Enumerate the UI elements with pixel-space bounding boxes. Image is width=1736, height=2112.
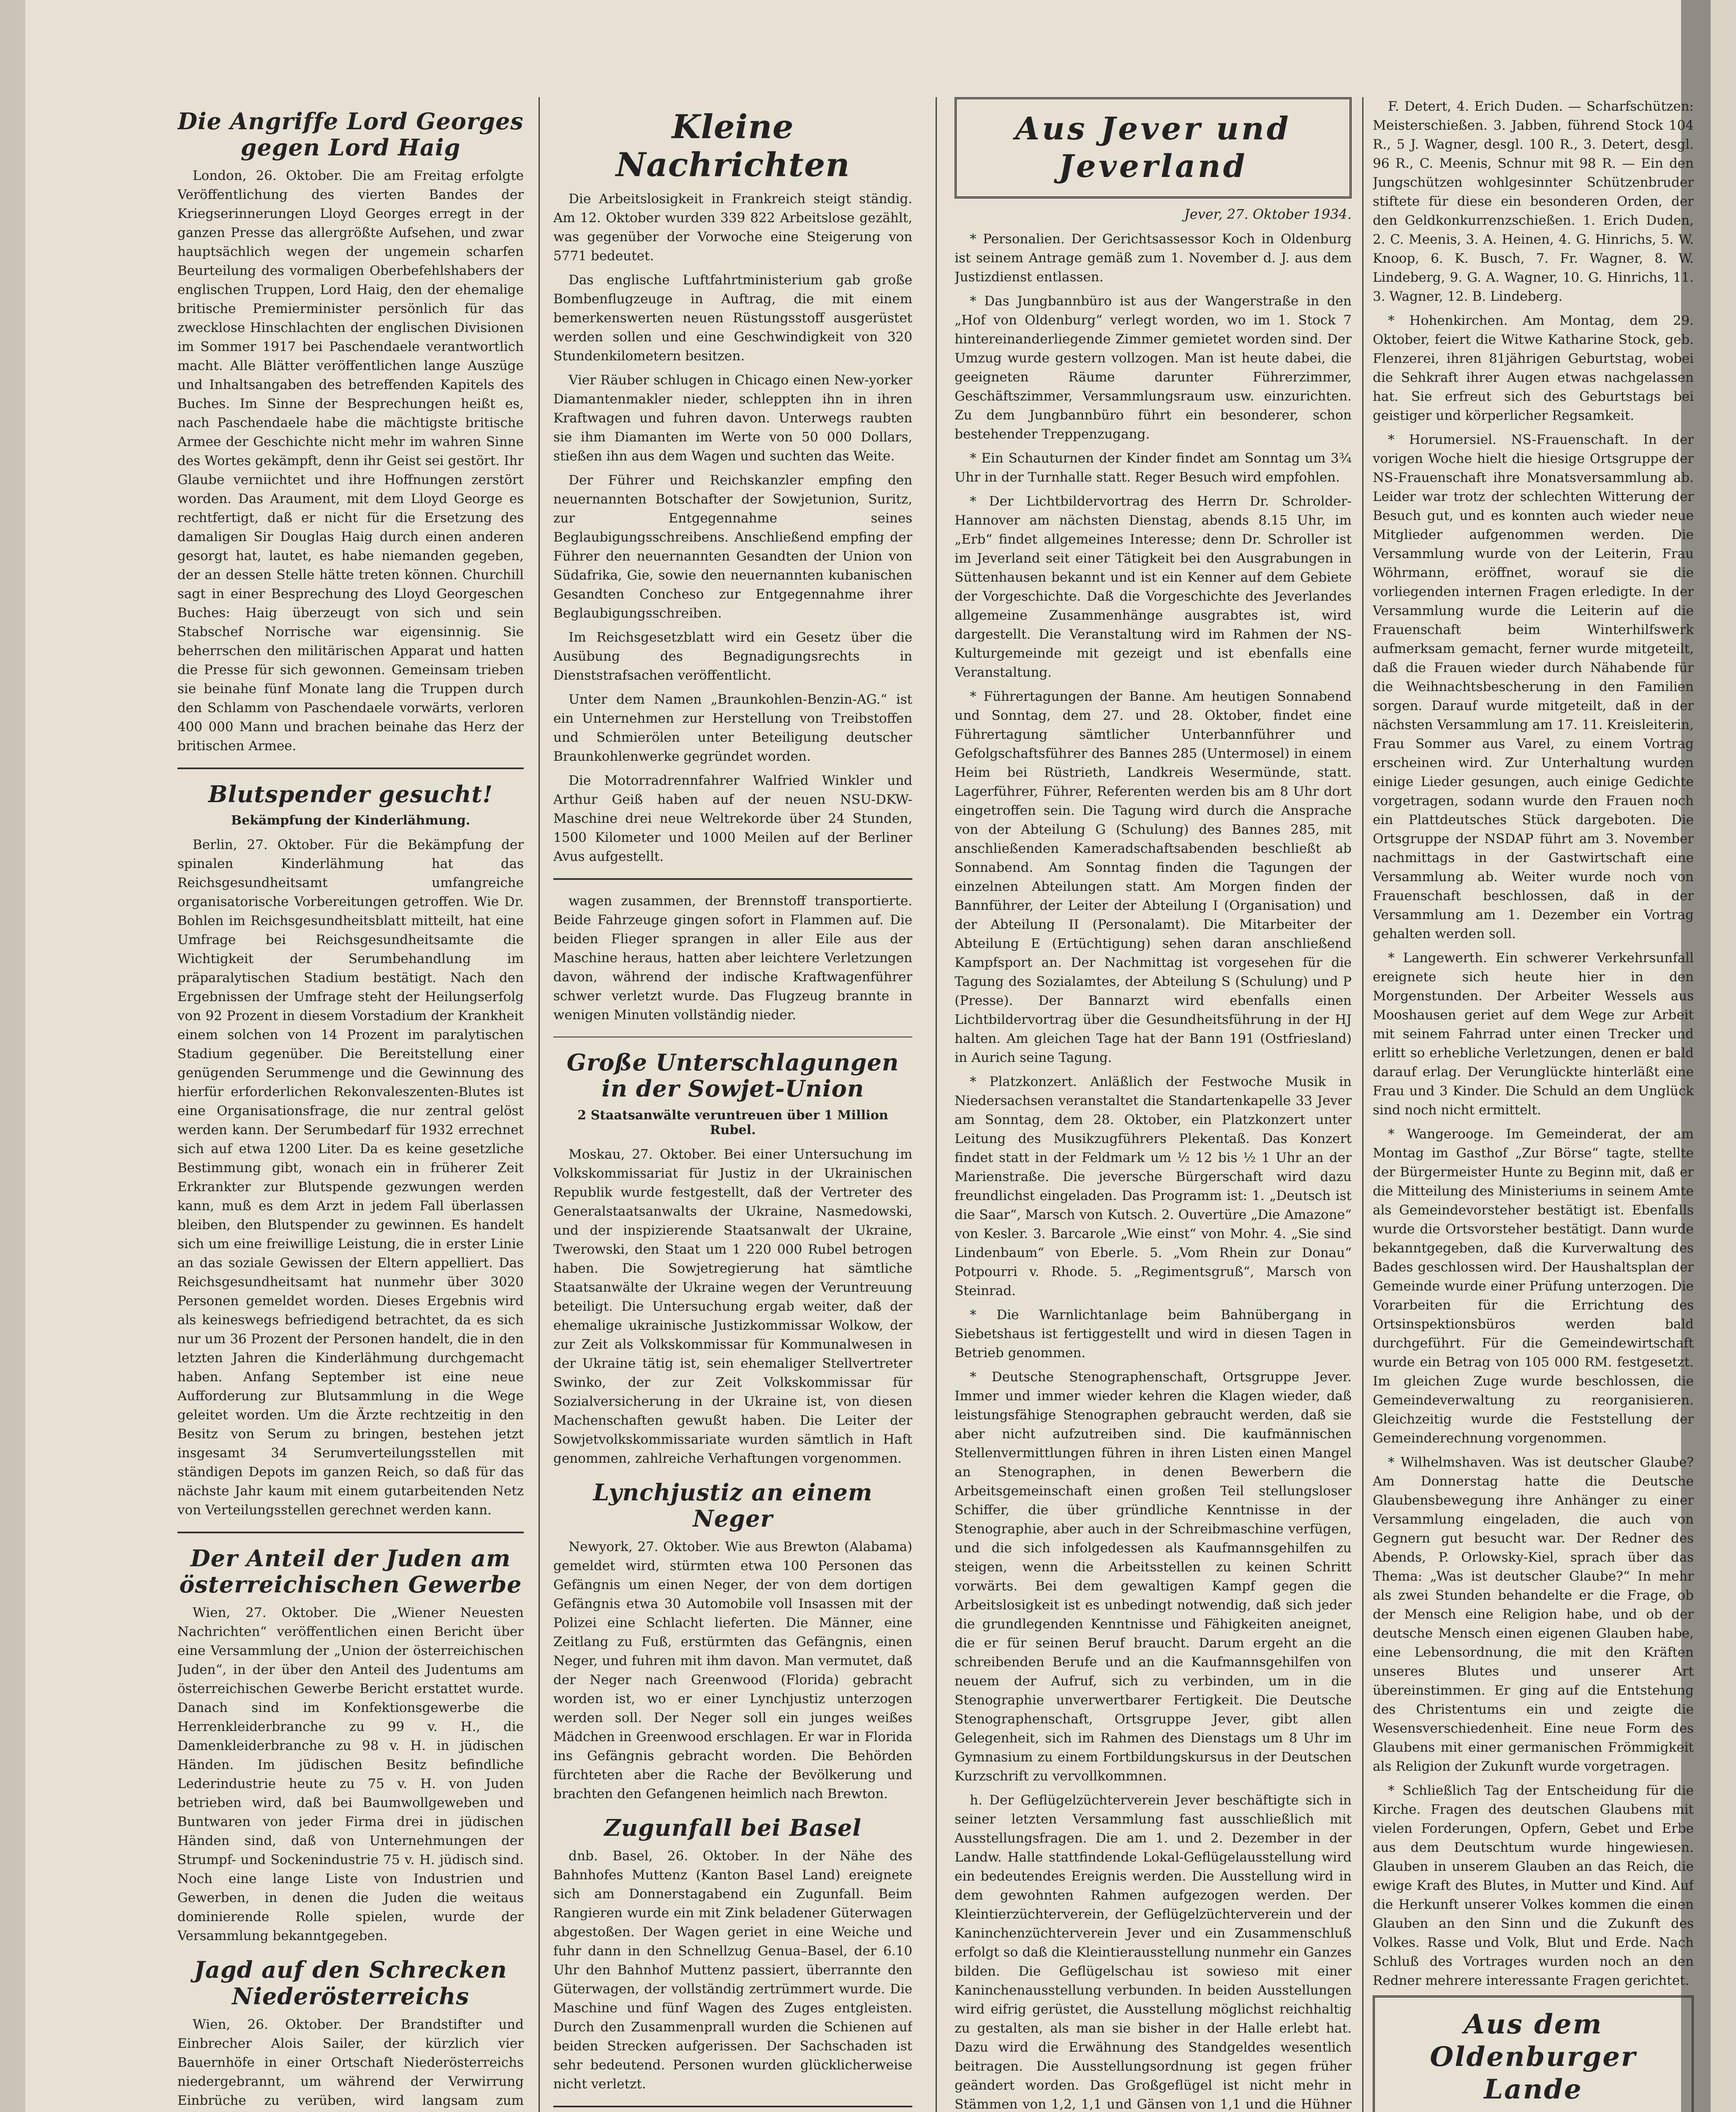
news-item: Die Arbeitslosigkeit in Frankreich steigt ständig. Am 12. Oktober wurden 339 822 Arbeitslose gezählt, was gegenüber der Vorwoche eine Steigerung von 5771 bedeutet. bbox=[553, 191, 912, 264]
article-paragraph: Moskau, 27. Oktober. Bei einer Untersuchung im Volkskommissariat für Justiz in der Ukrainischen Republik wurde festgestellt, daß der Vertreter des Generalstaatsanwalts der Ukraine, Nasmedowski, und der inspizierende Staatsanwalt der Ukraine, Twerowski, den Staat um 1 220 000 Rubel betrogen haben. Die Sowjetregierung hat sämtliche Staatsanwälte der Ukraine wegen der Veruntreuung beteiligt. Die Untersuchung ergab weiter, daß der ehemalige ukrainische Justizkommissar Wolkow, der zur Zeit als Volkskommissar für Kommunalwesen in der Ukraine tätig ist, sein ehemaliger Stellvertreter Swinko, der zur Zeit Volkskommissar für Sozialversicherung in der Ukraine ist, von diesen Machenschaften gewußt haben. Die Leiter der Sowjetvolkskommissariate wurden sämtlich in Haft genommen, zahlreiche Verhaftungen vorgenommen. bbox=[553, 1146, 912, 1466]
article bbox=[177, 1545, 524, 1946]
column-3 bbox=[955, 97, 1352, 2112]
news-item: Die Motorradrennfahrer Walfried Winkler und Arthur Geiß haben auf der neuen NSU-DKW-Maschine drei neue Weltrekorde über 24 Stunden, 1500 Kilometer und 1000 Meilen auf der Berliner Avus aufgestellt. bbox=[553, 773, 912, 865]
article-headline: Lynchjustiz an einem Neger bbox=[593, 1478, 873, 1532]
article-subhead: Bekämpfung der Kinderlähmung. bbox=[231, 813, 471, 828]
column-2 bbox=[553, 97, 912, 2112]
dateline: Jever, 27. Oktober 1934. bbox=[1184, 206, 1352, 222]
local-news-item: * Der Lichtbildervortrag des Herrn Dr. Schrolder-Hannover am nächsten Dienstag, abends 8.15 Uhr, im „Erb“ findet allgemeines Interesse; denn Dr. Schroller ist im Jeverland seit einer Tätigkeit bei den Ausgrabungen in Süttenhausen bekannt und ist ein Kenner auf dem Gebiete der Vorgeschichte. Daß die Vorgeschichte des Jeverlandes allgemeine Zusammenhänge ausgrabtes ist, wird dargestellt. Die Veranstaltung wird im Rahmen der NS-Kulturgemeinde mit gezeigt und ist ebenfalls eine Veranstaltung. bbox=[955, 493, 1352, 680]
separator bbox=[553, 878, 912, 880]
news-item: Im Reichsgesetzblatt wird ein Gesetz über die Ausübung des Begnadigungsrechts in Dienststrafsachen veröffentlicht. bbox=[553, 630, 912, 683]
local-news-item: * Ein Schauturnen der Kinder findet am Sonntag um 3¾ Uhr in der Turnhalle statt. Reger Besuch wird empfohlen. bbox=[955, 450, 1352, 485]
article-paragraph: dnb. Basel, 26. Oktober. In der Nähe des Bahnhofes Muttenz (Kanton Basel Land) ereignete sich am Donnerstagabend ein Zugunfall. Beim Rangieren wurde ein mit Zink beladener Güterwagen abgestoßen. Der Wagen geriet in eine Weiche und fuhr dann in den Schnellzug Genua–Basel, der 6.10 Uhr den Bahnhof Muttenz passiert, überrannte den Güterwagen, der vollständig zertrümmert wurde. Die Maschine und fünf Wagen des Zuges entgleisten. Durch den Zusammenprall wurden die Schienen auf beiden Strecken aufgerissen. Der Sachschaden ist sehr bedeutend. Personen wurden glücklicherweise nicht verletzt. bbox=[553, 1848, 912, 2092]
article-headline: Große Unterschlagungen in der Sowjet-Union bbox=[566, 1049, 899, 1102]
local-news-item: F. Detert, 4. Erich Duden. — Scharfschützen: Meisterschießen. 3. Jabben, führend Stock 104 R., 5 J. Wagner, desgl. 100 R., 3. Detert, desgl. 96 R., C. Meenis, Schnur mit 98 R. — Ein den Jungschützen wohlgesinnter Schützenbruder stiftete für diese ein besonderen Orden, der den Geldkonkurrenzschießen. 1. Erich Duden, 2. C. Meenis, 3. A. Heinen, 4. G. Hinrichs, 5. W. Knoop, 6. K. Busch, 7. Fr. Wagner, 8. W. Lindeberg, 9. G. A. Wagner, 10. G. Hinrichs, 11. 3. Wagner, 12. B. Lindeberg. bbox=[1373, 99, 1694, 304]
column-divider bbox=[1362, 97, 1363, 2112]
column-divider bbox=[936, 97, 937, 2112]
section-title-box: Aus Jever und Jeverland bbox=[955, 97, 1352, 199]
article-paragraph: Berlin, 27. Oktober. Für die Bekämpfung der spinalen Kinderlähmung hat das Reichsgesundheitsamt umfangreiche organisatorische Vorbereitungen getroffen. Wie Dr. Bohlen im Reichsgesundheitsblatt mitteilt, hat eine Umfrage bei Reichsgesundheitsamte die Wichtigkeit der Serumbehandlung im präparalytischen Stadium bestätigt. Nach den Ergebnissen der Umfrage steht der Heilungserfolg von 92 Prozent in diesem Vorstadium der Krankheit einem solchen von 14 Prozent im paralytischen Stadium gegenüber. Die Bereitstellung einer genügenden Serummenge und die Gewinnung des hierfür erforderlichen Rekonvaleszenten-Blutes ist eine Organisationsfrage, die nur zentral gelöst werden kann. Der Serumbedarf für 1932 errechnet sich auf etwa 1200 Liter. Da es keine gesetzliche Bestimmung gibt, wonach ein in früherer Zeit Erkrankter zur Blutspende gezwungen werden kann, muß es dem Arzt in jedem Fall überlassen bleiben, den Blutspender zu gewinnen. Es handelt sich um eine freiwillige Leistung, die in erster Linie an das soziale Gewissen der Eltern appelliert. Das Reichsgesundheitsamt hat nunmehr über 3020 Personen gemeldet worden. Dieses Ergebnis wird als keineswegs befriedigend betrachtet, da es sich nur um 36 Prozent der Personen handelt, die in den letzten Jahren die Kinderlähmung durchgemacht haben. Anfang September ist eine neue Aufforderung zur Blutsammlung in die Wege geleitet worden. Um die Ärzte rechtzeitig in den Besitz von Serum zu bringen, bestehen jetzt insgesamt 34 Serumverteilungsstellen mit ständigen Depots im ganzen Reich, so daß für das nächste Jahr kaum mit einem gutarbeitenden Netz von Verteilungsstellen gerechnet werden kann. bbox=[177, 837, 524, 1518]
continuation-paragraph: wagen zusammen, der Brennstoff transportierte. Beide Fahrzeuge gingen sofort in Flammen auf. Die beiden Flieger sprangen in aller Eile aus der Maschine heraus, hatten aber leichtere Verletzungen davon, während der indische Kraftwagenführer schwer verletzt wurde. Das Flugzeug brannte in wenigen Minuten vollständig nieder. bbox=[553, 893, 912, 1023]
local-news-item: * Langewerth. Ein schwerer Verkehrsunfall ereignete sich heute hier in den Morgenstunden. Der Arbeiter Wessels aus Mooshausen geriet auf dem Wege zur Arbeit mit seinem Fahrrad unter einen Trecker und erlitt so erhebliche Verletzungen, denen er bald darauf erlag. Der Verunglückte hinterläßt eine Frau und 3 Kinder. Die Schuld an dem Unglück sind noch nicht ermittelt. bbox=[1373, 950, 1694, 1118]
local-news-item: * Wangerooge. Im Gemeinderat, der am Montag im Gasthof „Zur Börse“ tagte, stellte der Bürgermeister Hunte zu Beginn mit, daß er die Mitteilung des Ministeriums in seinem Amte als Gemeindevorsteher bestätigt ist. Ebenfalls wurde die Ortsvorsteher bestätigt. Dann wurde bekanntgegeben, daß die Kurverwaltung des Bades geschlossen wird. Der Haushaltsplan der Gemeinde wurde einer Prüfung unterzogen. Die Vorarbeiten für die Errichtung des Ortsinspektionsbüros werden bald durchgeführt. Für die Gemeindewirtschaft wurde ein Betrag von 105 000 RM. festgesetzt. Im gleichen Zuge wurde beschlossen, die Gemeindeverwaltung zu reorganisieren. Gleichzeitig wurde die Feststellung der Gemeinderechnung vorgenommen. bbox=[1373, 1127, 1694, 1446]
separator bbox=[177, 1532, 524, 1533]
scan-margin bbox=[0, 0, 25, 2112]
section-title-box: Aus dem Oldenburger Lande bbox=[1373, 1995, 1694, 2112]
article bbox=[177, 1957, 524, 2112]
column-4 bbox=[1373, 97, 1694, 2112]
section-title: Kleine Nachrichten bbox=[615, 108, 850, 184]
article-headline: Zugunfall bei Basel bbox=[604, 1814, 862, 1841]
local-news-item: * Das Jungbannbüro ist aus der Wangerstraße in den „Hof von Oldenburg“ verlegt worden, wo im 1. Stock 7 hintereinanderliegende Zimmer gemietet worden sind. Der Umzug wurde gestern vollzogen. Man ist heute dabei, die geeigneten Räume darunter Führerzimmer, Geschäftszimmer, Versammlungsraum usw. einzurichten. Zu dem Jungbannbüro führt ein besonderer, schon bestehender Treppenzugang. bbox=[955, 293, 1352, 442]
local-news-item: * Personalien. Der Gerichtsassessor Koch in Oldenburg ist seinem Antrage gemäß zum 1. November d. J. aus dem Justizdienst entlassen. bbox=[955, 231, 1352, 285]
separator bbox=[177, 768, 524, 769]
local-news-item: * Die Warnlichtanlage beim Bahnübergang in Siebetshaus ist fertiggestellt und wird in diesen Tagen in Betrieb genommen. bbox=[955, 1307, 1352, 1361]
separator bbox=[553, 2106, 912, 2107]
article-headline: Der Anteil der Juden am österreichischen Gewerbe bbox=[179, 1545, 522, 1598]
article-headline: Die Angriffe Lord Georges gegen Lord Haig bbox=[177, 108, 524, 161]
article-paragraph: Wien, 26. Oktober. Der Brandstifter und Einbrecher Alois Sailer, der kürzlich vier Bauernhöfe in einer Ortschaft Niederösterreichs niedergebrannt, um während der Verwirrung Einbrüche zu verüben, wird langsam zum bbox=[177, 2017, 524, 2108]
article-subhead: 2 Staatsanwälte veruntreuen über 1 Million Rubel. bbox=[577, 1108, 888, 1138]
article-headline: Jagd auf den Schrecken Niederösterreichs bbox=[194, 1956, 507, 2010]
article bbox=[177, 781, 524, 1520]
article-paragraph: Newyork, 27. Oktober. Wie aus Brewton (Alabama) gemeldet wird, stürmten etwa 100 Personen das Gefängnis um einen Neger, der von dem dortigen Gefängnis etwa 30 Automobile voll Insassen mit der Polizei eine Schlacht lieferten. Die Männer, eine Zeitlang zu Fuß, erstürmten das Gefängnis, einen Neger, und fuhren mit ihm davon. Man vermutet, daß der Neger nach Greenwood (Florida) gebracht worden ist, wo er einer Lynchjustiz unterzogen werden soll. Der Neger soll ein junges weißes Mädchen in Greenwood erschlagen. Er war in Florida ins Gefängnis gebracht worden. Die Behörden fürchteten aber die Rache der Bevölkerung und brachten den Gefangenen heimlich nach Brewton. bbox=[553, 1539, 912, 1802]
article-paragraph: Wien, 27. Oktober. Die „Wiener Neuesten Nachrichten“ veröffentlichen einen Bericht über eine Versammlung der „Union der österreichischen Juden“, in der über den Anteil des Judentums am österreichischen Gewerbe Bericht erstattet wurde. Danach sind im Konfektionsgewerbe die Herrenkleiderbranche zu 99 v. H., die Damenkleiderbranche zu 98 v. H. in jüdischen Händen. Im jüdischen Besitz befindliche Lederindustrie heute zu 75 v. H. von Juden betrieben wird, daß bei Baumwollgeweben und Buntwaren von jeder Firma drei in jüdischen Händen sind, daß von Unternehmungen der Strumpf- und Sockenindustrie 75 v. H. jüdisch sind. Noch eine lange Liste von Industrien und Gewerben, in denen die Juden die weitaus dominierende Rolle spielen, wurde der Versammlung bekanntgegeben. bbox=[177, 1605, 524, 1944]
local-news-item: h. Der Geflügelzüchterverein Jever beschäftigte sich in seiner letzten Versammlung fast ausschließlich mit Ausstellungsfragen. Die am 1. und 2. Dezember in der Landw. Halle stattfindende Lokal-Geflügelausstellung wird ein bedeutendes Ereignis werden. Die Ausstellung wird in dem gewohnten Rahmen aufgezogen werden. Der Kleintierzüchterverein, der Geflügelzüchterverein und der Kaninchenzüchterverein Jever und ein Zusammenschluß erfolgt so daß die Kleintierausstellung nunmehr ein Ganzes bilden. Die Geflügelschau ist sowieso mit einer Kaninchenausstellung verbunden. In beiden Ausstellungen wird eifrig gerüstet, die Ausstellung möglichst reichhaltig zu gestalten, als man sie bisher in der Halle erlebt hat. Dazu wird die Erwähnung des Standgeldes wesentlich beitragen. Die Ausstellungsordnung ist gegen früher geändert worden. Das Großgeflügel ist nicht mehr in Stämmen von 1,2, 1,1 und Gänsen von 1,1 und die Hühner bbox=[955, 1792, 1352, 2112]
news-item: Der Führer und Reichskanzler empfing den neuernannten Botschafter der Sowjetunion, Suritz, zur Entgegennahme seines Beglaubigungsschreibens. Anschließend empfing der Führer den neuernannten Gesandten der Union von Südafrika, Gie, sowie den neuernannten kubanischen Gesandten Concheso zur Entgegennahme ihrer Beglaubigungsschreiben. bbox=[553, 473, 912, 621]
article-paragraph: London, 26. Oktober. Die am Freitag erfolgte Veröffentlichung des vierten Bandes der Kriegserinnerungen Lloyd Georges erregt in der ganzen Presse das allergrößte Aufsehen, und zwar hauptsächlich wegen der ungemein scharfen Beurteilung des vormaligen Oberbefehlshabers der englischen Truppen, Lord Haig, den der ehemalige britische Premierminister persönlich für das zwecklose Hinschlachten der englischen Divisionen im Sommer 1917 bei Paschendaele verantwortlich macht. Alle Blätter veröffentlichen lange Auszüge und Inhaltsangaben des betreffenden Kapitels des Buches. Im Sinne der Besprechungen heißt es, nach Paschendaele habe die mächtigste britische Armee der Geschichte nicht mehr im wahren Sinne des Wortes gekämpft, denn ihr Geist sei gestört. Ihr Glaube verniichtet und ihre Hoffnungen zerstört worden. Das Araument, mit dem Lloyd George es rechtfertigt, daß er nicht für die Ersetzung des damaligen Sir Douglas Haig durch einen anderen gesorgt hat, lautet, es habe niemanden gegeben, der an dessen Stelle hätte treten können. Churchill sagt in einer Besprechung des Lloyd Georgeschen Buches: Haig überzeugt von sich und sein Stabschef Norrische war eigensinnig. Sie beherrschen den militärischen Apparat und hatten die Presse für sich gewonnen. Gemeinsam trieben sie beinahe fünf Monate lang die Truppen durch den Schlamm von Paschendaele vorwärts, verloren 400 000 Mann und brachen beinahe das Herz der britischen Armee. bbox=[177, 168, 524, 754]
news-item: Unter dem Namen „Braunkohlen-Benzin-AG.“ ist ein Unternehmen zur Herstellung von Treibstoffen und Schmierölen unter Beteiligung deutscher Braunkohlenwerke gegründet worden. bbox=[553, 692, 912, 765]
article-headline: Blutspender gesucht! bbox=[208, 781, 493, 808]
local-news-item: * Schließlich Tag der Entscheidung für die Kirche. Fragen des deutschen Glaubens mit vielen Forderungen, Opfern, Gebet und Erbe aus dem Deutschtum wurde hingewiesen. Glauben in unserem Glauben an das Reich, die ewige Kraft des Blutes, in Mutter und Kind. Auf die Herkunft unserer Volkes kommen die einen Glauben an den Sinn und die Zukunft des Volkes. Rasse und Volk, Blut und Erde. Nach Schluß des Vortrages wurden noch an den Redner mehrere interessante Fragen gerichtet. bbox=[1373, 1783, 1694, 1988]
local-news-item: * Deutsche Stenographenschaft, Ortsgruppe Jever. Immer und immer wieder kehren die Klagen wieder, daß leistungsfähige Stenographen gebraucht werden, daß sie aber nicht aufzutreiben sind. Die kaufmännischen Stellenvermittlungen führen in ihren Listen einen Mangel an Stenographen, in denen Bewerbern die Arbeitsgemeinschaft einen großen Teil stellungsloser Schiffer, die über gründliche Kenntnisse in der Stenographie, aber auch in der Schreibmaschine verfügen, und die sich infolgedessen als Kaufmannsgehilfen zu steigen, wenn die Arbeitsstellen zu keinen Schritt vorwärts. Bei dem gewaltigen Kampf gegen die Arbeitslosigkeit ist es unbedingt notwendig, daß sich jeder die grundlegenden Kenntnisse und Fähigkeiten aneignet, die er für seinen Beruf braucht. Darum ergeht an die schreibenden Berufe und an die Kaufmannsgehilfen von neuem der Aufruf, sich zu verbinden, um in die Stenographie unverwertbarer Fertigkeit. Die Deutsche Stenographenschaft, Ortsgruppe Jever, gibt allen Gelegenheit, sich im Rahmen des Dienstags um 8 Uhr im Gymnasium zu einem Fortbildungskursus in der Deutschen Kurzschrift zu vervollkommnen. bbox=[955, 1369, 1352, 1784]
local-news-item: * Horumersiel. NS-Frauenschaft. In der vorigen Woche hielt die hiesige Ortsgruppe der NS-Frauenschaft ihre Monatsversammlung ab. Leider war trotz der schlechten Witterung der Besuch gut, und es konnten auch wieder neue Mitglieder aufgenommen werden. Die Versammlung wurde von der Leiterin, Frau Wöhrmann, eröffnet, worauf sie die vorliegenden internen Fragen erledigte. In der Versammlung wurde die Leiterin auf die Frauenschaft beim Winterhilfswerk aufmerksam gemacht, ferner wurde mitgeteilt, daß die Frauen wieder durch Nähabende für die Weihnachtsbescherung in den Familien sorgen. Darauf wurde mitgeteilt, daß in der nächsten Versammlung am 17. 11. Kreisleiterin, Frau Sommer aus Varel, zu einem Vortrag erscheinen wird. Zur Unterhaltung wurden einige Lieder gesungen, auch einige Gedichte vorgetragen, sodann wurde den Frauen noch ein Plattdeutsches Stück dargeboten. Die Ortsgruppe der NSDAP führt am 3. November nachmittags in der Gastwirtschaft eine Versammlung ab. Weiter wurde noch von Frauenschaft beschlossen, daß in der Versammlung am 1. Dezember ein Vortrag gehalten werden soll. bbox=[1373, 432, 1694, 942]
local-news-item: * Platzkonzert. Anläßlich der Festwoche Musik in Niedersachsen veranstaltet die Standartenkapelle 33 Jever am Sonntag, dem 28. Oktober, ein Platzkonzert unter Leitung des Musikzugführers Plekentaß. Das Konzert findet statt in der Feldmark um ½ 12 bis ½ 1 Uhr an der Marienstraße. Die jeversche Bürgerschaft wird dazu freundlichst eingeladen. Das Programm ist: 1. „Deutsch ist die Saar“, Marsch von Kutsch. 2. Ouvertüre „Die Amazone“ von Kesler. 3. Barcarole „Wie einst“ von Mohr. 4. „Sie sind Lindenbaum“ von Eberle. 5. „Vom Rhein zur Donau“ Potpourri v. Rhode. 5. „Regimentsgruß“, Marsch von Steinrad. bbox=[955, 1074, 1352, 1298]
news-item: Das englische Luftfahrtministerium gab große Bombenflugzeuge in Auftrag, die mit einem bemerkenswerten neuen Rüstungsstoff ausgerüstet werden sollen und eine Geschwindigkeit von 320 Stundenkilometern besitzen. bbox=[553, 272, 912, 364]
column-1 bbox=[177, 97, 524, 2112]
local-news-item: * Führertagungen der Banne. Am heutigen Sonnabend und Sonntag, dem 27. und 28. Oktober, findet eine Führertagung sämtlicher Unterbannführer und Gefolgschaftsführer des Bannes 285 (Untermosel) in einem Heim bei Rüstrieth, Landkreis Wesermünde, statt. Lagerführer, Führer, Referenten werden bis am 8 Uhr dort eingetroffen sein. Die Tagung wird durch die Ansprache von der Abteilung G (Schulung) des Bannes 285, mit anschließenden Kameradschaftsabenden beschließt ab Sonnabend. Am Sonntag finden die Tagungen der einzelnen Abteilungen statt. Am Morgen finden der Bannführer, der Leiter der Abteilung I (Organisation) und der Abteilung II (Personalamt). Die Mitarbeiter der Abteilung E (Ertüchtigung) sehen daran anschließend Kampfsport an. Der Nachmittag ist vorgesehen für die Tagung des Sozialamtes, der Abteilung S (Schulung) und P (Presse). Der Bannarzt wird ebenfalls einen Lichtbildervortrag über die Gesundheitsführung in der HJ halten. Am gleichen Tage hat der Bann 191 (Ostfriesland) in Aurich seine Tagung. bbox=[955, 689, 1352, 1065]
local-news-item: * Hohenkirchen. Am Montag, dem 29. Oktober, feiert die Witwe Katharine Stock, geb. Flenzerei, ihren 81jährigen Geburtstag, wobei die Sehkraft ihrer Augen etwas nachgelassen hat. Sie erfreut sich des Geburtstags bei geistiger und körperlicher Regsamkeit. bbox=[1373, 313, 1694, 423]
column-divider bbox=[539, 97, 540, 2112]
local-news-item: * Wilhelmshaven. Was ist deutscher Glaube? Am Donnerstag hatte die Deutsche Glaubensbewegung ihre Anhänger zu einer Versammlung eingeladen, die auch von Gegnern gut besucht war. Der Redner des Abends, P. Orlowsky-Kiel, sprach über das Thema: „Was ist deutscher Glaube?“ In mehr als zwei Stunden behandelte er die Frage, ob der Mensch eine Religion habe, und ob der deutsche Mensch einen eigenen Glauben habe, eine Lebensordnung, die mit den Kräften unseres Blutes und unserer Art übereinstimmen. Er ging auf die Entstehung des Christentums ein und zeigte die Wesensverschiedenheit. Eine neue Form des Glaubens mit einer germanischen Frömmigkeit als Religion der Zukunft wurde vorgetragen. bbox=[1373, 1455, 1694, 1774]
article bbox=[177, 108, 524, 756]
news-item: Vier Räuber schlugen in Chicago einen New-yorker Diamantenmakler nieder, schleppten ihn in ihren Kraftwagen und fuhren davon. Unterwegs raubten sie ihm Diamanten im Werte von 50 000 Dollars, stießen ihn aus dem Wagen und suchten das Weite. bbox=[553, 373, 912, 464]
